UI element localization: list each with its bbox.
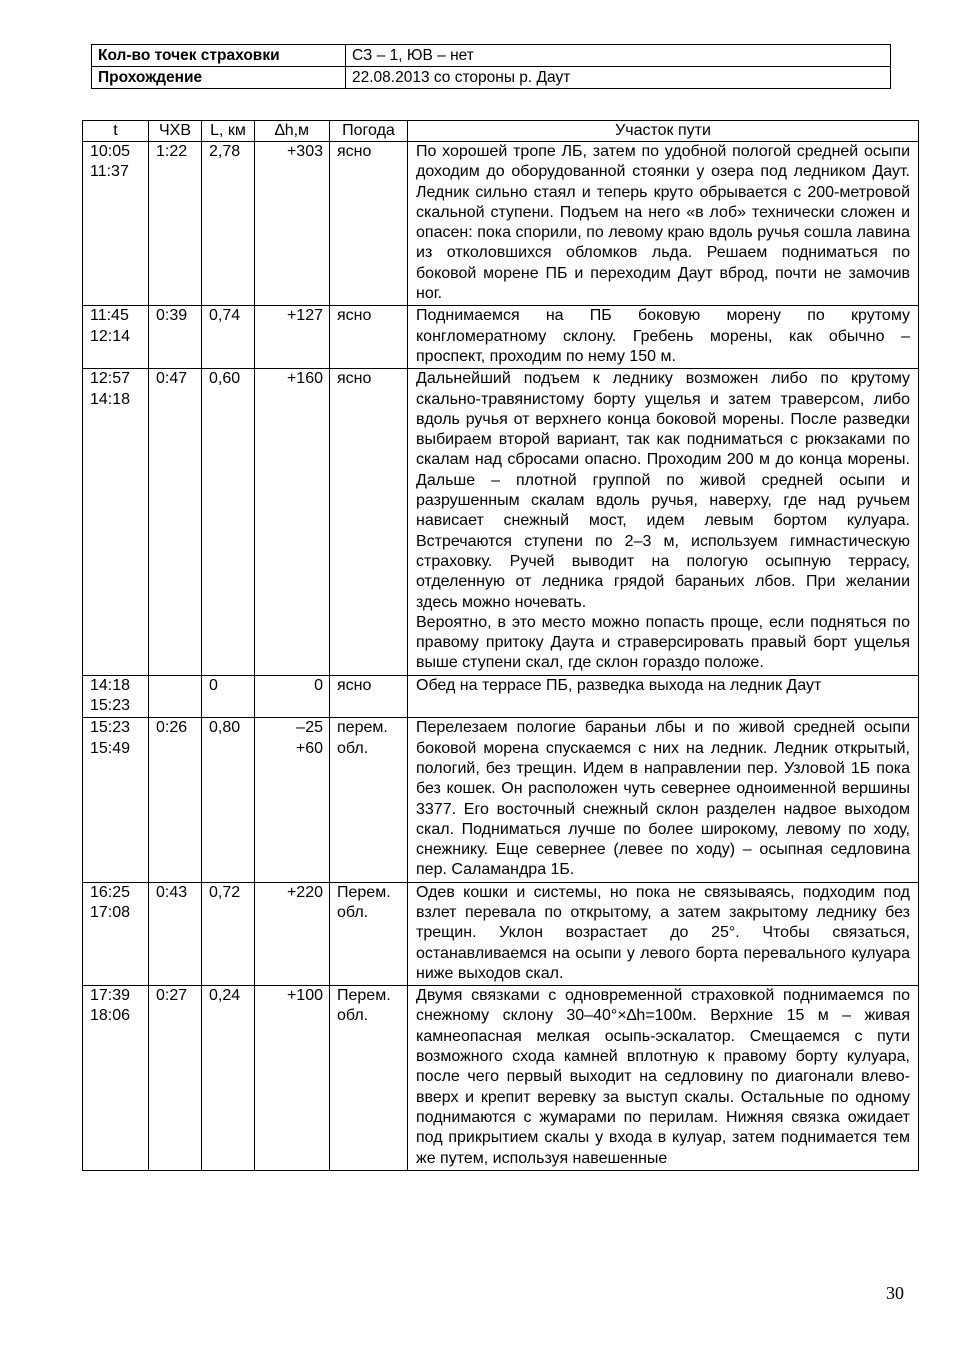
chkhv-cell: 1:22 (149, 142, 202, 306)
weather-cell: ясно (330, 675, 408, 718)
elevation-cell: +303 (255, 142, 330, 306)
time-cell: 14:18 15:23 (83, 675, 149, 718)
info-label: Кол-во точек страховки (92, 45, 346, 67)
chkhv-cell: 0:47 (149, 369, 202, 675)
col-header-time: t (83, 121, 149, 142)
description-paragraph: По хорошей тропе ЛБ, затем по удобной пологой средней осыпи доходим до оборудованной стоянки у озера под ледником Даут. Ледник сильно стаял и теперь круто обрывается с 200-метровой скальной ступени. Подъем на него «в лоб» технически сложен и опасен: пока спорили, по левому краю вдоль ручья сошла лавина из отколовшихся обломков льда. Решаем подниматься по боковой морене ПБ и переходим Даут вброд, почти не замочив ног. (416, 143, 910, 303)
distance-cell: 2,78 (202, 142, 255, 306)
description-paragraph: Двумя связками с одновременной страховкой поднимаемся по снежному склону 30–40°×∆h=100м. Верхние 15 м – живая камнеопасная мелкая осыпь-эскалатор. Смещаемся с пути возможного схода камней вплотную к правому борту кулуара, после чего первый выходит на седловину по диагонали влево-вверх и крепит веревку за выступ скалы. Остальные по одному поднимаются с жумарами по перилам. Нижняя связка ожидает под прикрытием скалы у входа в кулуар, затем поднимается тем же путем, используя навешенные (416, 987, 910, 1167)
table-row (83, 142, 919, 306)
time-cell: 15:23 15:49 (83, 718, 149, 882)
elevation-cell: 0 (255, 675, 330, 718)
chkhv-cell: 0:39 (149, 306, 202, 369)
chkhv-cell: 0:26 (149, 718, 202, 882)
time-cell: 16:25 17:08 (83, 882, 149, 985)
elevation-cell: –25 +60 (255, 718, 330, 882)
info-value: 22.08.2013 со стороны р. Даут (346, 67, 891, 89)
table-row (83, 675, 919, 718)
description-paragraph: Поднимаемся на ПБ боковую морену по крутому конгломератному склону. Гребень морены, как обычно – проспект, проходим по нему 150 м. (416, 307, 910, 365)
description-paragraph: Обед на террасе ПБ, разведка выхода на ледник Даут (416, 676, 822, 694)
distance-cell: 0,60 (202, 369, 255, 675)
distance-cell: 0,80 (202, 718, 255, 882)
distance-cell: 0,24 (202, 986, 255, 1171)
time-cell: 17:39 18:06 (83, 986, 149, 1171)
time-cell: 10:05 11:37 (83, 142, 149, 306)
weather-cell: Перем. обл. (330, 986, 408, 1171)
time-cell: 12:57 14:18 (83, 369, 149, 675)
section-description-cell (408, 306, 919, 369)
table-row (83, 882, 919, 985)
description-paragraph: Перелезаем пологие бараньи лбы и по живой средней осыпи боковой морена спускаемся с них на ледник. Ледник открытый, пологий, без трещин. Идем в направлении пер. Узловой 1Б пока без кошек. Он расположен чуть севернее одноименной вершины 3377. Его восточный снежный склон разделен надвое выходом скал. Подниматься лучше по более широкому, левому по ходу, снежнику. Еще севернее (левее по ходу) – осыпная седловина пер. Саламандра 1Б. (416, 719, 910, 879)
elevation-cell: +127 (255, 306, 330, 369)
description-paragraph: Вероятно, в это место можно попасть проще, если подняться по правому притоку Даута и страверсировать правый борт ущелья выше ступени скал, где склон гораздо положе. (416, 613, 910, 672)
col-header-elevation: ∆h,м (255, 121, 330, 142)
table-row (83, 718, 919, 882)
description-paragraph: Дальнейший подъем к леднику возможен либо по крутому скально-травянистому борту ущелья и затем траверсом, либо вдоль ручья от верхнего конца боковой морены. После разведки выбираем второй вариант, так как подниматься с рюкзаками по скалам над сбросами опасно. Проходим 200 м до конца морены. Дальше – плотной группой по живой средней осыпи и разрушенным скалам вдоль ручья, наверху, где над ручьем нависает снежный мост, идем левым бортом кулуара. Встречаются ступени по 2–3 м, используем гимнастическую страховку. Ручей выводит на пологую осыпную террасу, отделенную от ледника грядой бараньих лбов. При желании здесь можно ночевать. (416, 370, 910, 611)
section-description-cell (408, 718, 919, 882)
section-description-cell (408, 882, 919, 985)
section-description-cell (408, 675, 919, 718)
table-row (83, 369, 919, 675)
chkhv-cell (149, 675, 202, 718)
info-label: Прохождение (92, 67, 346, 89)
info-row (92, 67, 891, 89)
route-log-table (82, 120, 919, 1171)
info-row (92, 45, 891, 67)
chkhv-cell: 0:43 (149, 882, 202, 985)
col-header-chkhv: ЧХВ (149, 121, 202, 142)
description-paragraph: Одев кошки и системы, но пока не связываясь, подходим под взлет перевала по открытому, а затем закрытому леднику без трещин. Уклон возрастает до 25°. Чтобы связаться, останавливаемся на осыпи у левого борта перевального кулуара ниже выходов скал. (416, 883, 910, 982)
table-header-row (83, 121, 919, 142)
section-description-cell (408, 142, 919, 306)
weather-cell: перем. обл. (330, 718, 408, 882)
page-number: 30 (886, 1283, 904, 1303)
col-header-section: Участок пути (408, 121, 919, 142)
distance-cell: 0 (202, 675, 255, 718)
pass-info-table (91, 44, 891, 89)
info-value: СЗ – 1, ЮВ – нет (346, 45, 891, 67)
weather-cell: ясно (330, 306, 408, 369)
weather-cell: Перем. обл. (330, 882, 408, 985)
weather-cell: ясно (330, 369, 408, 675)
weather-cell: ясно (330, 142, 408, 306)
section-description-cell (408, 986, 919, 1171)
col-header-weather: Погода (330, 121, 408, 142)
elevation-cell: +160 (255, 369, 330, 675)
elevation-cell: +220 (255, 882, 330, 985)
col-header-distance: L, км (202, 121, 255, 142)
chkhv-cell: 0:27 (149, 986, 202, 1171)
table-row (83, 306, 919, 369)
distance-cell: 0,74 (202, 306, 255, 369)
elevation-cell: +100 (255, 986, 330, 1171)
section-description-cell (408, 369, 919, 675)
time-cell: 11:45 12:14 (83, 306, 149, 369)
table-row (83, 986, 919, 1171)
distance-cell: 0,72 (202, 882, 255, 985)
